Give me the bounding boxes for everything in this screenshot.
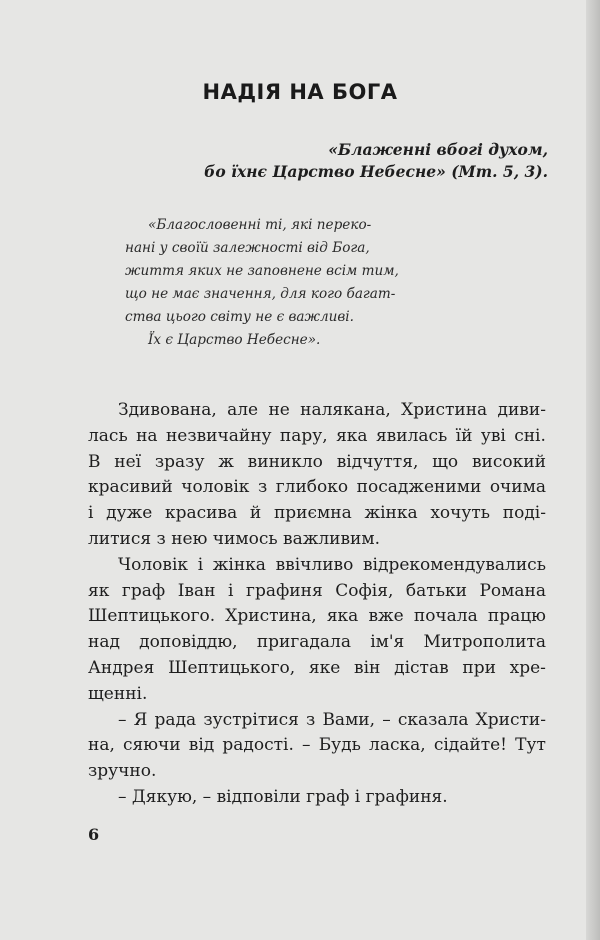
word: красива	[165, 503, 238, 524]
word: Будь	[318, 735, 361, 756]
word: красивий	[88, 477, 173, 498]
word: неї	[114, 451, 142, 472]
word: Софія,	[335, 580, 394, 601]
word: не	[268, 400, 290, 420]
body-line	[118, 400, 546, 420]
body-line: щенні.	[88, 683, 148, 704]
word: ввічливо	[275, 554, 354, 575]
word: на,	[88, 735, 115, 756]
body-line	[88, 735, 546, 755]
word: яке	[308, 658, 341, 678]
word: з	[257, 477, 268, 498]
word: зразу	[154, 451, 205, 472]
epigraph-line: бо їхнє Царство Небесне» (Мт. 5, 3).	[204, 162, 548, 181]
word: ж	[218, 451, 234, 472]
word: Тут	[515, 735, 546, 756]
word: приємна	[273, 503, 352, 524]
word: лась	[88, 425, 128, 446]
word: відчуття,	[336, 451, 419, 472]
word: їй	[455, 425, 473, 446]
word: і	[228, 580, 234, 601]
epigraph-line: «Блаженні вбогі духом,	[328, 140, 548, 159]
body-line: литися з нею чимось важливим.	[88, 529, 380, 549]
word: вже	[368, 606, 404, 627]
word: Я	[133, 709, 148, 730]
word: й	[249, 503, 262, 524]
word: почала	[413, 606, 478, 627]
word: але	[227, 400, 259, 420]
body-line	[88, 426, 546, 446]
word: Митрополита	[423, 632, 546, 653]
word: рада	[154, 709, 197, 730]
quote-line: Їх є Царство Небесне».	[148, 332, 321, 348]
word: Христина	[401, 400, 488, 420]
body-line	[88, 477, 546, 497]
body-line	[88, 581, 546, 601]
word: глибоко	[275, 477, 349, 498]
word: сні.	[514, 425, 546, 446]
word: він	[354, 658, 381, 678]
word: як	[88, 580, 110, 601]
word: очима	[489, 477, 546, 498]
body-line	[118, 710, 546, 730]
word: високий	[471, 451, 546, 472]
word: Іван	[177, 580, 216, 601]
word: диви-	[497, 400, 546, 420]
quote-line: що не має значення, для кого багат-	[125, 286, 396, 302]
word: явилась	[375, 425, 448, 446]
body-line: зручно.	[88, 761, 157, 782]
word: працю	[487, 606, 546, 627]
word: уві	[480, 425, 506, 446]
word: яка	[326, 606, 359, 627]
word: Христи-	[475, 709, 546, 730]
word: поді-	[502, 503, 546, 524]
body-line	[88, 606, 546, 626]
quote-line: «Благословенні ті, які переко-	[148, 217, 372, 233]
word: доповіддю,	[139, 632, 238, 653]
word: пригадала	[256, 632, 351, 653]
word: і	[197, 554, 204, 575]
word: батьки	[405, 580, 467, 601]
word: відрекомендувались	[362, 554, 546, 575]
word: Романа	[479, 580, 546, 601]
word: граф	[121, 580, 166, 601]
word: сяючи	[123, 735, 181, 756]
word: Шептицького.	[88, 606, 216, 627]
word: жінка	[364, 503, 418, 524]
word: В	[88, 451, 101, 472]
word: посадженими	[356, 477, 482, 498]
word: що	[432, 451, 459, 472]
quote-line: ства цього світу не є важливі.	[125, 309, 354, 325]
word: від	[188, 735, 215, 756]
quote-line: життя яких не заповнене всім тим,	[125, 263, 399, 279]
word: сідайте!	[433, 735, 508, 756]
word: зустрітися	[203, 709, 299, 730]
word: Здивована,	[118, 400, 217, 420]
page-number: 6	[88, 825, 100, 844]
chapter-title: НАДІЯ НА БОГА	[202, 80, 398, 104]
word: виникло	[247, 451, 323, 472]
word: Вами,	[322, 709, 376, 730]
body-line	[88, 658, 546, 678]
word: незвичайну	[165, 425, 272, 446]
word: Христина,	[225, 606, 317, 627]
word: –	[302, 735, 311, 756]
word: хочуть	[430, 503, 491, 524]
word: з	[306, 709, 316, 730]
word: хре-	[509, 658, 546, 678]
word: –	[118, 709, 127, 730]
quote-line: нані у своїй залежності від Бога,	[125, 240, 370, 256]
body-line	[88, 452, 546, 472]
word: над	[88, 632, 120, 653]
word: пару,	[279, 425, 328, 446]
word: жінка	[212, 554, 266, 575]
word: дуже	[106, 503, 153, 524]
word: ласка,	[369, 735, 426, 756]
word: Андрея	[88, 658, 155, 678]
word: налякана,	[300, 400, 391, 420]
word: сказала	[397, 709, 469, 730]
body-line: – Дякую, – відповіли граф і графиня.	[118, 787, 448, 807]
word: чоловік	[181, 477, 250, 498]
word: графиня	[246, 580, 323, 601]
word: при	[462, 658, 496, 678]
word: радості.	[222, 735, 294, 756]
word: Шептицького,	[168, 658, 296, 678]
word: –	[382, 709, 391, 730]
page-edge-shadow	[586, 0, 600, 940]
word: на	[136, 425, 158, 446]
word: ім'я	[370, 632, 405, 653]
body-line	[118, 555, 546, 575]
word: яка	[336, 425, 368, 446]
body-line	[88, 503, 546, 523]
word: і	[88, 503, 94, 524]
word: Чоловік	[118, 554, 189, 575]
body-line	[88, 632, 546, 652]
word: дістав	[394, 658, 449, 678]
